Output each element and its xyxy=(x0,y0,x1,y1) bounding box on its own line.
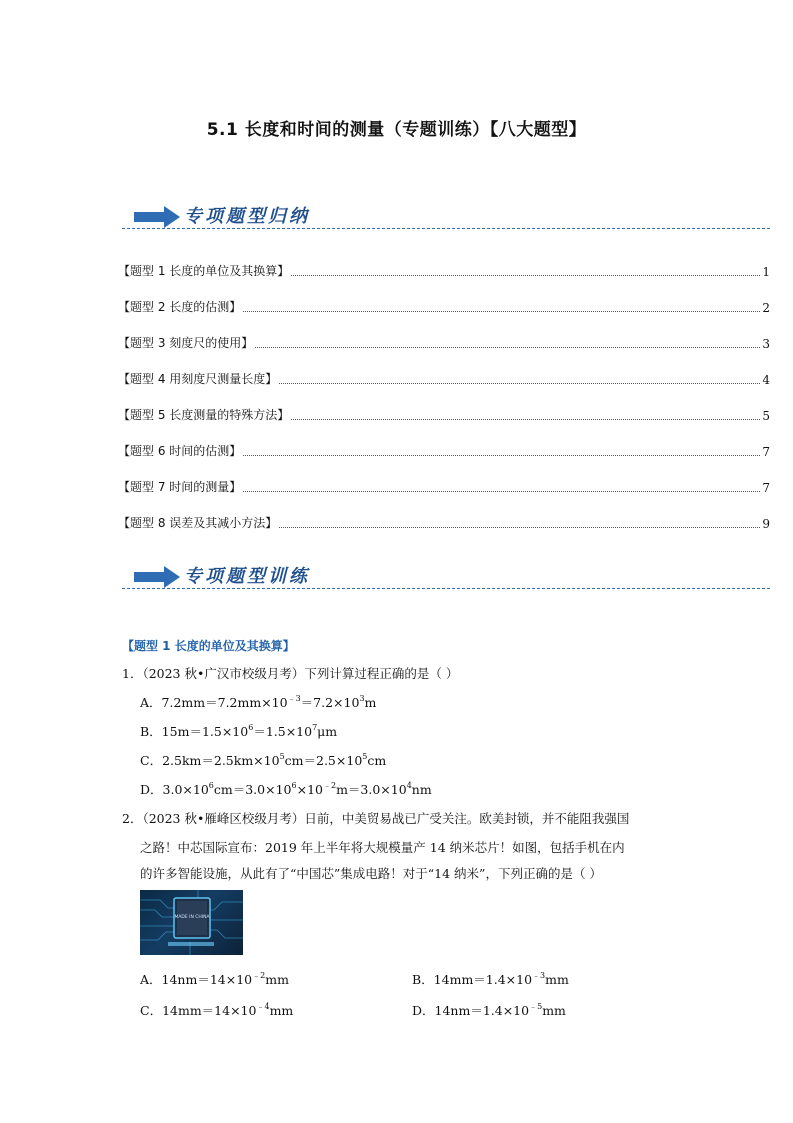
question-stem: 2．（2023 秋•雁峰区校级月考）日前，中美贸易战已广受关注。欧美封锁，并不能阻我强国 xyxy=(122,811,630,826)
table-of-contents xyxy=(118,262,770,531)
chip-image xyxy=(140,890,243,955)
page-title: 5.1 长度和时间的测量（专题训练）【八大题型】 xyxy=(206,120,587,140)
toc-item[interactable]: 【题型 5 长度测量的特殊方法】 5 xyxy=(118,408,770,423)
option-a[interactable]: A．$7.2mm=7.2mm\times 10^{﹣3}=7.2\times 10^3m$ xyxy=(140,694,377,710)
question-stem-cont: 的许多智能设施，从此有了“中国芯”集成电路！对于“14 纳米”，下列正确的是（ ） xyxy=(140,866,602,881)
option-a[interactable]: A．$14nm=14\times 10^{﹣2}mm$ xyxy=(140,971,289,987)
section-header-training xyxy=(122,562,770,592)
question-stem-cont: 之路！中芯国际宣布：2019 年上半年将大规模量产 14 纳米芯片！如图，包括手机在内 xyxy=(140,840,625,855)
section-title: 专项题型归纳 xyxy=(184,206,310,227)
section-divider xyxy=(122,228,770,229)
toc-item[interactable]: 【题型 6 时间的估测】 7 xyxy=(118,444,770,459)
chip-label: MADE IN CHINA xyxy=(174,915,210,920)
option-d[interactable]: D．$3.0\times 10^6cm=3.0\times 10^6\times 10^{﹣2}m=3.0\times 10^4nm$ xyxy=(140,781,432,797)
section-header-summary xyxy=(122,202,770,232)
section-divider xyxy=(122,588,770,589)
option-b[interactable]: B．$15m=1.5\times 10^6=1.5\times 10^7\mu m$ xyxy=(140,723,338,739)
toc-item[interactable]: 【题型 4 用刻度尺测量长度】 4 xyxy=(118,372,770,387)
arrow-icon xyxy=(134,206,180,228)
question-stem: 1．（2023 秋•广汉市校级月考）下列计算过程正确的是（ ） xyxy=(122,666,459,681)
option-c[interactable]: C．$2.5km=2.5km\times 10^5cm=2.5\times 10^5cm$ xyxy=(140,752,387,768)
toc-item[interactable]: 【题型 1 长度的单位及其换算】 1 xyxy=(118,264,770,279)
toc-item[interactable]: 【题型 7 时间的测量】 7 xyxy=(118,480,770,495)
question-type-heading: 【题型 1 长度的单位及其换算】 xyxy=(122,639,295,653)
option-b[interactable]: B．$14mm=1.4\times 10^{﹣3}mm$ xyxy=(412,971,569,987)
toc-item[interactable]: 【题型 3 刻度尺的使用】 3 xyxy=(118,336,770,351)
option-c[interactable]: C．$14mm=14\times 10^{﹣4}mm$ xyxy=(140,1002,294,1018)
toc-item[interactable]: 【题型 2 长度的估测】 2 xyxy=(118,300,770,315)
option-d[interactable]: D．$14nm=1.4\times 10^{﹣5}mm$ xyxy=(412,1002,566,1018)
toc-item[interactable]: 【题型 8 误差及其减小方法】 9 xyxy=(118,516,770,531)
arrow-icon xyxy=(134,566,180,588)
section-title: 专项题型训练 xyxy=(184,566,310,587)
